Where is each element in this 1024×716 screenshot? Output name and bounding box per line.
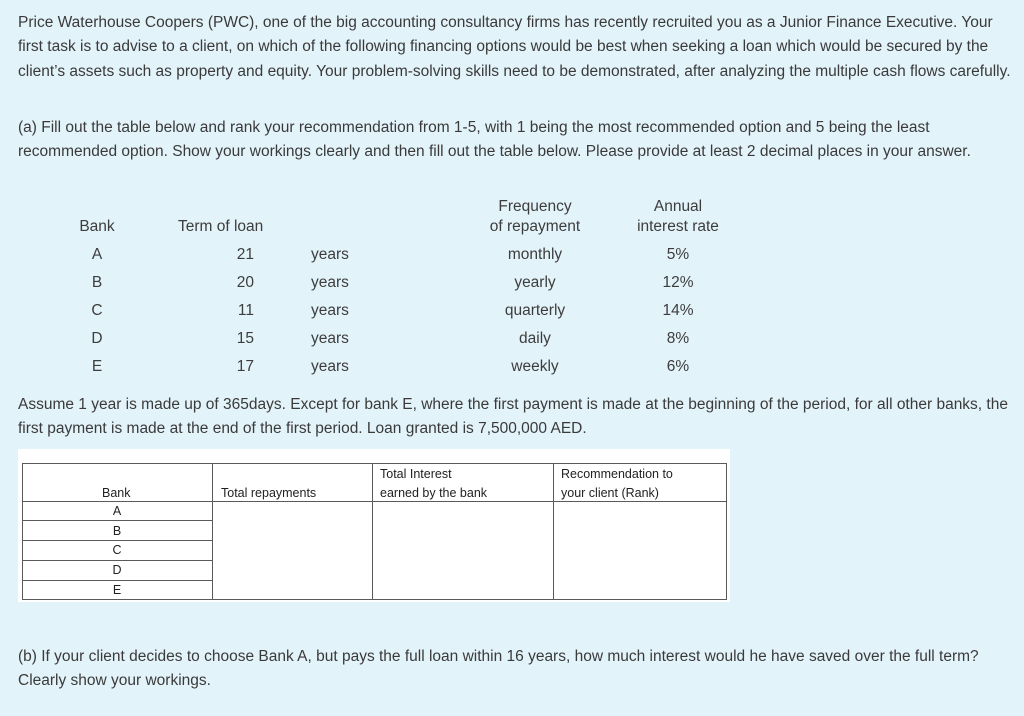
- options-row-rate: 8%: [666, 330, 690, 347]
- options-row-frequency: monthly: [507, 246, 563, 263]
- options-header-bank: Bank: [79, 218, 115, 235]
- answer-row-bank: A: [112, 504, 122, 518]
- options-row-unit: years: [311, 246, 349, 263]
- options-header-term: Term of loan: [178, 218, 264, 235]
- table-border-right: [726, 463, 727, 600]
- options-header-frequency-line2: of repayment: [489, 218, 581, 235]
- answer-table: [18, 449, 730, 602]
- options-row-frequency: quarterly: [504, 302, 566, 319]
- options-row-frequency: daily: [519, 330, 551, 347]
- options-row-term: 17: [236, 358, 254, 375]
- options-row-term: 11: [237, 302, 254, 319]
- table-border-bottom: [22, 599, 727, 600]
- options-row-rate: 6%: [666, 358, 690, 375]
- options-row-unit: years: [311, 302, 349, 319]
- options-row-bank: A: [91, 246, 103, 263]
- part-b-paragraph: (b) If your client decides to choose Bank A, but pays the full loan within 16 years, how much interest would he have saved over the full term? Clearly show your workings.: [18, 648, 979, 690]
- options-row-rate: 5%: [666, 246, 690, 263]
- options-row-unit: years: [311, 358, 349, 375]
- options-row-term: 15: [236, 330, 254, 347]
- options-row-term: 20: [236, 274, 254, 291]
- answer-row-bank: C: [112, 543, 122, 557]
- answer-row-bank: B: [112, 524, 122, 538]
- answer-header-interest-line2: earned by the bank: [380, 486, 488, 500]
- intro-paragraph: Price Waterhouse Coopers (PWC), one of the big accounting consultancy firms has recently recruited you as a Junior Finance Executive. Your first task is to advise to a client, on which of the following financing options would be best when seeking a loan which would be secured by the client’s assets such as property and equity. Your problem-solving skills need to be demonstrated, after analyzing the multiple cash flows carefully.: [18, 14, 1011, 80]
- table-col-divider: [553, 463, 554, 600]
- options-row-frequency: yearly: [514, 274, 556, 291]
- options-row-bank: D: [91, 330, 103, 347]
- options-row-bank: B: [91, 274, 103, 291]
- answer-header-total-repayments: Total repayments: [221, 486, 317, 500]
- options-row-bank: C: [91, 302, 103, 319]
- options-row-term: 21: [236, 246, 254, 263]
- options-row-frequency: weekly: [511, 358, 559, 375]
- options-row-unit: years: [311, 274, 349, 291]
- answer-header-rec-line2: your client (Rank): [561, 486, 659, 500]
- options-header-rate-line2: interest rate: [637, 218, 719, 235]
- options-header-frequency-line1: Frequency: [498, 198, 572, 215]
- answer-row-bank: E: [112, 583, 122, 597]
- options-header-rate-line1: Annual: [653, 198, 703, 215]
- table-col-divider: [372, 463, 373, 600]
- options-row-rate: 12%: [662, 274, 694, 291]
- answer-header-interest-line1: Total Interest: [380, 467, 452, 481]
- options-row-bank: E: [91, 358, 103, 375]
- assumption-paragraph: Assume 1 year is made up of 365days. Except for bank E, where the first payment is made at the beginning of the period, for all other banks, the first payment is made at the end of the first period. Loan granted is 7,500,000 AED.: [18, 396, 1008, 438]
- table-border-top: [22, 463, 727, 464]
- part-a-paragraph: (a) Fill out the table below and rank your recommendation from 1-5, with 1 being the most recommended option and 5 being the least recommended option. Show your workings clearly and then fill out the table below. Please provide at least 2 decimal places in your answer.: [18, 119, 971, 161]
- answer-header-bank: Bank: [102, 486, 131, 500]
- options-row-unit: years: [311, 330, 349, 347]
- options-row-rate: 14%: [662, 302, 694, 319]
- answer-header-rec-line1: Recommendation to: [561, 467, 673, 481]
- answer-row-bank: D: [112, 563, 122, 577]
